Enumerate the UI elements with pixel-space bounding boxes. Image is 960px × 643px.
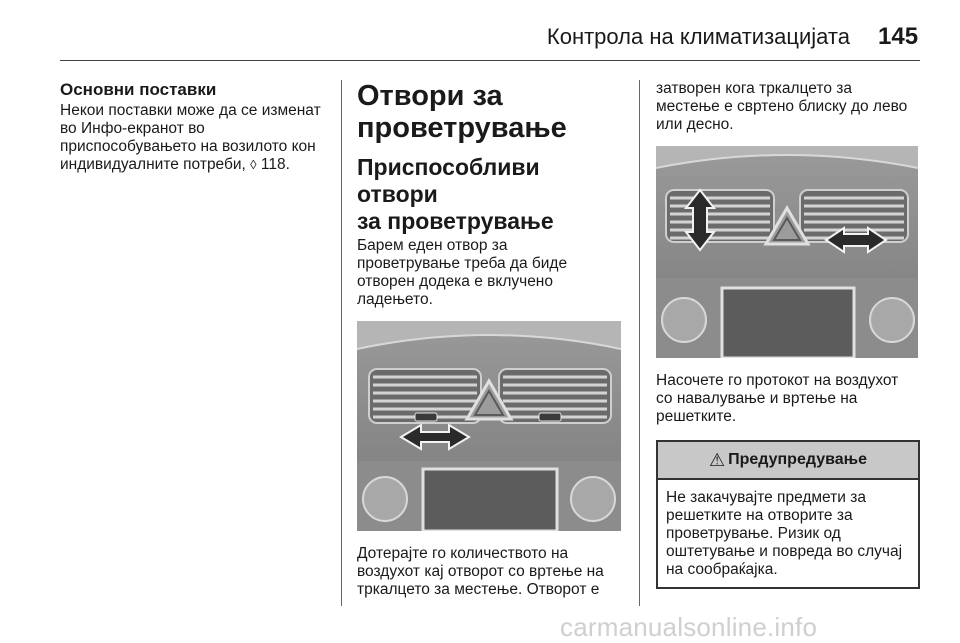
caption-paragraph xyxy=(656,372,922,426)
header-title: Контрола на климатизацијата xyxy=(546,24,850,49)
caption-paragraph xyxy=(357,545,625,599)
warning-box xyxy=(656,440,920,589)
body-line: воздухот кај отворот со вртење на xyxy=(357,563,604,580)
body-line: приспособувањето на возилото кон xyxy=(60,138,316,155)
warning-line: оштетување и повреда во случај xyxy=(666,543,903,560)
body-line: со навалување и вртење на xyxy=(656,390,858,407)
cross-reference-arrow-icon: ◊ xyxy=(250,157,257,172)
body-line: проветрување треба да биде xyxy=(357,255,568,272)
body-paragraph xyxy=(60,102,330,174)
body-line: ладењето. xyxy=(357,291,433,308)
column-divider xyxy=(341,80,342,606)
body-line: Некои поставки може да се изменат xyxy=(60,102,321,119)
vent-direction-figure xyxy=(656,146,918,358)
section-title-line: проветрување xyxy=(357,112,567,144)
body-line: затворен кога тркалцето за xyxy=(656,80,852,97)
section-title-line: Отвори за xyxy=(357,80,503,112)
body-line: тркалцето за местење. Отворот е xyxy=(357,581,600,598)
section-subtitle xyxy=(357,154,625,235)
body-line: индивидуалните потреби, xyxy=(60,156,246,173)
warning-header xyxy=(658,442,918,480)
body-line: местење е свртено блиску до лево xyxy=(656,98,908,115)
column-2 xyxy=(357,80,625,599)
warning-body xyxy=(658,480,918,587)
body-line: Насочете го протокот на воздухот xyxy=(656,372,899,389)
left-vent-grille xyxy=(666,190,774,242)
column-1 xyxy=(60,80,330,174)
column-divider xyxy=(639,80,640,606)
body-line: отворен додека е вклучено xyxy=(357,273,553,290)
body-line: решетките. xyxy=(656,408,737,425)
warning-line: Не закачувајте предмети за xyxy=(666,489,866,506)
section-subtitle-line: за проветрување xyxy=(357,208,554,234)
column-3 xyxy=(656,80,922,589)
header-rule xyxy=(60,60,920,61)
body-line: во Инфо-екранот во xyxy=(60,120,205,137)
section-subheading: Основни поставки xyxy=(60,80,217,99)
body-line: Барем еден отвор за xyxy=(357,237,508,254)
warning-triangle-icon: ⚠ xyxy=(708,449,726,470)
warning-title: Предупредување xyxy=(728,451,868,468)
continuation-paragraph xyxy=(656,80,922,134)
page-number: 145 xyxy=(878,23,919,50)
intro-paragraph xyxy=(357,237,625,309)
vent-thumbwheel-figure xyxy=(357,321,621,531)
warning-line: проветрување. Ризик од xyxy=(666,525,841,542)
body-line: или десно. xyxy=(656,116,734,133)
section-title xyxy=(357,80,625,144)
body-line: Дотерајте го количеството на xyxy=(357,545,569,562)
warning-line: решетките на отворите за xyxy=(666,507,853,524)
warning-line: на сообраќајка. xyxy=(666,561,778,578)
section-subtitle-line: Приспособливи отвори xyxy=(357,154,540,207)
watermark: carmanualsonline.info xyxy=(560,612,818,642)
cross-reference-page[interactable]: 118. xyxy=(260,156,290,173)
